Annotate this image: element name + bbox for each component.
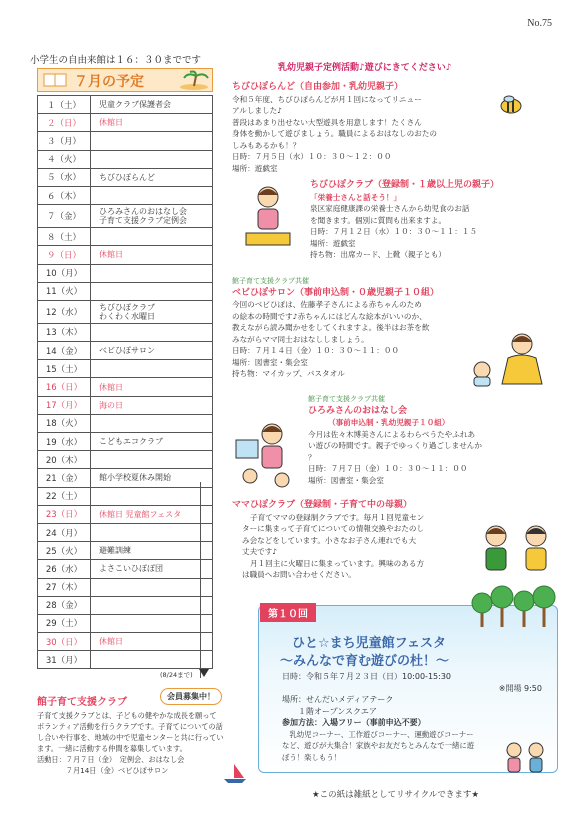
calendar-row bbox=[38, 96, 213, 114]
member-badge: 会員募集中！ bbox=[160, 688, 222, 705]
calendar-row bbox=[38, 186, 213, 204]
calendar-title: ７月の予定 bbox=[74, 74, 144, 90]
calendar-row bbox=[38, 114, 213, 132]
children-play-illustration bbox=[238, 183, 298, 249]
calendar-day: 13（木） bbox=[38, 323, 91, 341]
calendar-event bbox=[91, 228, 213, 246]
calendar-event bbox=[91, 578, 213, 596]
calendar-day: 16（日） bbox=[38, 378, 91, 396]
time-line: 日時：７月５日（水）１０：３０～１２：００ bbox=[232, 152, 392, 161]
body-line: の絵本の時間です♪赤ちゃんにはどんな絵本がいいのか、 bbox=[232, 311, 427, 321]
calendar-event bbox=[91, 614, 213, 632]
bring-line: 持ち物：出席カード、上靴（親子とも） bbox=[310, 250, 447, 259]
mothers-chatting-illustration bbox=[478, 520, 558, 580]
calendar-row bbox=[38, 168, 213, 186]
calendar-day: 17（月） bbox=[38, 396, 91, 414]
calendar-event: 休館日 bbox=[91, 114, 213, 132]
calendar-event: 休館日 bbox=[91, 378, 213, 396]
body-line: 子育てママの登録制クラブです。毎月１回児童セン bbox=[250, 512, 425, 522]
section-title: ママひぽクラブ（登録制・子育て中の母親） bbox=[232, 500, 413, 510]
section-subtitle: 「栄養士さんと話そう！」 bbox=[310, 192, 402, 202]
calendar-day: 29（土） bbox=[38, 614, 91, 632]
place-line: 場所：遊戯室 bbox=[232, 163, 278, 173]
calendar-event bbox=[91, 487, 213, 505]
festa-subtitle: ～みんなで育む遊びの杜！～ bbox=[280, 654, 450, 669]
calendar-row bbox=[38, 451, 213, 469]
body-line: を聞きます。個別に質問も出来ますよ。 bbox=[310, 215, 447, 225]
calendar-day: 30（日） bbox=[38, 633, 91, 651]
body-line: みながらママ同士おはなししましょう。 bbox=[232, 334, 369, 344]
club-description bbox=[37, 710, 237, 776]
event-line: 子育て支援クラブ定例会 bbox=[99, 216, 187, 226]
body-line: 今回のベビひぽは、佐藤孝子さんによる赤ちゃんのため bbox=[232, 300, 422, 309]
calendar-day: 28（金） bbox=[38, 596, 91, 614]
calendar-event bbox=[91, 414, 213, 432]
calendar-row bbox=[38, 342, 213, 360]
calendar-day: ７（金） bbox=[38, 205, 91, 228]
calendar-row bbox=[38, 596, 213, 614]
calendar-row bbox=[38, 396, 213, 414]
body-line: 泉区家庭健康課の栄養士さんから幼児食のお話 bbox=[310, 204, 470, 213]
calendar-day: 11（火） bbox=[38, 282, 91, 300]
club-title: 館子育て支援クラブ bbox=[37, 697, 127, 708]
section-baby-salon bbox=[232, 276, 462, 380]
body-line: しみもあるかも！？ bbox=[232, 140, 301, 150]
calendar-row bbox=[38, 378, 213, 396]
calendar-event: 休館日 bbox=[91, 633, 213, 651]
cohost-label: 館子育て支援クラブ共催 bbox=[232, 277, 309, 285]
calendar-event: 館小学校夏休み開始 bbox=[91, 469, 213, 487]
calendar-day: ５（水） bbox=[38, 168, 91, 186]
club-line: 活動日：７月７日（金） 定例会、おはなし会 bbox=[37, 755, 185, 764]
calendar-event: 避難訓練 bbox=[91, 542, 213, 560]
calendar-day: 10（月） bbox=[38, 264, 91, 282]
cohost-label: 館子育て支援クラブ共催 bbox=[308, 395, 385, 403]
calendar-event: 休館日 bbox=[91, 246, 213, 264]
flag-icon bbox=[42, 72, 68, 88]
body-line: は職員へお問い合わせください。 bbox=[242, 570, 356, 579]
body-line: 令和５年度、ちびひぽらんどが月１回になってリニュー bbox=[232, 94, 422, 104]
section-chibihipo-club bbox=[310, 180, 560, 261]
event-line: ひろみさんのおはなし会 bbox=[99, 207, 187, 217]
time-line: 日時：７月７日（金）１０：３０～１１：００ bbox=[308, 464, 468, 473]
body-line: ？ bbox=[308, 452, 316, 462]
club-line: 子育て支援クラブとは、子どもの健やかな成長を願って bbox=[37, 711, 217, 720]
calendar-row bbox=[38, 282, 213, 300]
section-banner: 乳幼児親子定例活動♪遊びにきてください♪ bbox=[278, 63, 452, 73]
calendar-event: こどもエコクラブ bbox=[91, 433, 213, 451]
calendar-day: 31（月） bbox=[38, 651, 91, 669]
calendar-event bbox=[91, 186, 213, 204]
festa-join: 参加方法：入場フリー（事前申込不要） bbox=[282, 718, 426, 727]
body-line: み会などをしています。小さなお子さん連れでも大 bbox=[242, 535, 417, 545]
body-line: アルしました♪ bbox=[232, 106, 283, 115]
club-line: し合いや行事を、地域の中で児童センターと共に行ってい bbox=[37, 733, 224, 742]
arrow-down-icon bbox=[198, 668, 210, 678]
issue-number: No.75 bbox=[527, 18, 552, 29]
calendar-row bbox=[38, 469, 213, 487]
section-title: ちびひぽらんど（自由参加・乳幼児親子） bbox=[232, 82, 404, 92]
calendar-day: 27（木） bbox=[38, 578, 91, 596]
festa-place: 場所：せんだいメディアテーク bbox=[282, 695, 394, 704]
festa-open-time: ※開場 9:50 bbox=[498, 683, 542, 693]
calendar-row bbox=[38, 132, 213, 150]
calendar-row bbox=[38, 300, 213, 323]
recycle-note: ★この紙は雑紙としてリサイクルできます★ bbox=[312, 790, 480, 800]
section-chibihipo-land bbox=[232, 82, 502, 174]
place-line: 場所：遊戯室 bbox=[310, 238, 356, 248]
calendar-day: 18（火） bbox=[38, 414, 91, 432]
calendar-event bbox=[91, 523, 213, 541]
calendar-day: 24（月） bbox=[38, 523, 91, 541]
calendar-row bbox=[38, 505, 213, 523]
calendar-event: べビひぽサロン bbox=[91, 342, 213, 360]
section-subtitle: （事前申込制・乳幼児親子１０組） bbox=[328, 418, 450, 427]
calendar-day: ８（土） bbox=[38, 228, 91, 246]
calendar-row bbox=[38, 205, 213, 228]
place-line: 場所：図書室・集会室 bbox=[308, 475, 384, 485]
calendar-day: 14（金） bbox=[38, 342, 91, 360]
festa-desc: 乳幼児コーナー、工作遊びコーナー、運動遊びコーナー bbox=[282, 729, 474, 739]
calendar-event bbox=[91, 300, 213, 323]
opening-notice: 小学生の自由来館は１６：３０までです bbox=[30, 55, 202, 66]
calendar-event bbox=[91, 132, 213, 150]
section-title: ひろみさんのおはなし会 bbox=[308, 405, 408, 416]
calendar-day: 15（土） bbox=[38, 360, 91, 378]
calendar-row bbox=[38, 578, 213, 596]
time-line: 日時：７月１２日（水）１０：３０～１１：１５ bbox=[310, 227, 478, 236]
calendar-row bbox=[38, 542, 213, 560]
calendar-row bbox=[38, 523, 213, 541]
calendar-row bbox=[38, 246, 213, 264]
body-line: ターに集まって子育てについての情報交換やおたのし bbox=[242, 524, 425, 533]
calendar-event bbox=[91, 150, 213, 168]
calendar-row bbox=[38, 651, 213, 669]
forest-illustration bbox=[470, 585, 558, 631]
calendar-day: 25（火） bbox=[38, 542, 91, 560]
calendar-day: ６（木） bbox=[38, 186, 91, 204]
body-line: 普段はあまり出せない大型遊具を用意します！たくさん bbox=[232, 117, 422, 127]
body-line: 身体を動かして遊びましょう。職員によるおはなしのおたの bbox=[232, 129, 438, 138]
calendar-event: ちびひぽらんど bbox=[91, 168, 213, 186]
calendar-day: 19（水） bbox=[38, 433, 91, 451]
calendar-event bbox=[91, 282, 213, 300]
calendar-day: １（土） bbox=[38, 96, 91, 114]
period-bar bbox=[200, 482, 211, 678]
body-line: 丈夫です♪ bbox=[242, 547, 278, 556]
calendar-day: 12（水） bbox=[38, 300, 91, 323]
calendar-event: 海の日 bbox=[91, 396, 213, 414]
calendar-day: 21（金） bbox=[38, 469, 91, 487]
club-line: ７月14日（金）ベビひぽサロン bbox=[37, 766, 169, 775]
festa-edition-tag: 第１０回 bbox=[260, 603, 316, 622]
club-line: ボランティア活動を行うクラブです。子育てについての話 bbox=[37, 722, 223, 731]
calendar-row bbox=[38, 633, 213, 651]
calendar-day: 22（土） bbox=[38, 487, 91, 505]
calendar-row bbox=[38, 560, 213, 578]
calendar-day: 23（日） bbox=[38, 505, 91, 523]
mother-baby-illustration bbox=[462, 330, 554, 388]
children-illustration bbox=[500, 740, 550, 776]
section-title: ベビひぽサロン（事前申込制・０歳児親子１０組） bbox=[232, 287, 440, 298]
body-line: 教えながら読み聞かせをしてくれますよ。後半はお茶を飲 bbox=[232, 323, 430, 332]
body-line: 月１回主に火曜日に集まっています。興味のある方 bbox=[250, 558, 425, 568]
section-storytime bbox=[308, 394, 558, 486]
sailboat-icon bbox=[222, 762, 248, 784]
festa-desc: など、遊びが大集合！家族やお友だちとみんなで一緒に遊 bbox=[282, 741, 475, 750]
calendar-event bbox=[91, 651, 213, 669]
bring-line: 持ち物：マイカップ、バスタオル bbox=[232, 369, 345, 378]
period-note: (8/24まで) bbox=[160, 671, 193, 679]
festa-place-floor: １階オープンスクエア bbox=[282, 706, 377, 716]
festa-desc: ぼう！楽しもう！ bbox=[282, 752, 342, 762]
festa-title: ひと☆まち児童館フェスタ bbox=[292, 636, 447, 651]
place-line: 場所：図書室・集会室 bbox=[232, 357, 308, 367]
calendar-row bbox=[38, 433, 213, 451]
calendar-event bbox=[91, 323, 213, 341]
club-line: ます。一緒に活動する仲間を募集しています。 bbox=[37, 744, 187, 753]
calendar-day: ２（日） bbox=[38, 114, 91, 132]
event-line: ちびひぽクラブ bbox=[99, 302, 155, 312]
calendar-table bbox=[37, 95, 213, 669]
calendar-event: 児童クラブ保護者会 bbox=[91, 96, 213, 114]
calendar-day: ９（日） bbox=[38, 246, 91, 264]
calendar-event bbox=[91, 205, 213, 228]
calendar-row bbox=[38, 487, 213, 505]
calendar-row bbox=[38, 414, 213, 432]
storytelling-illustration bbox=[232, 420, 304, 492]
body-line: 今月は佐々木博美さんによるわらべうたやふれあ bbox=[308, 429, 476, 439]
time-line: 日時：７月１４日（金）１０：３０～１１：００ bbox=[232, 346, 400, 355]
calendar-row bbox=[38, 228, 213, 246]
calendar-event: 休館日 児童館フェスタ bbox=[91, 505, 213, 523]
calendar-event bbox=[91, 360, 213, 378]
calendar-row bbox=[38, 614, 213, 632]
calendar-event bbox=[91, 451, 213, 469]
event-line: わくわく水曜日 bbox=[99, 311, 155, 321]
calendar-row bbox=[38, 150, 213, 168]
section-title: ちびひぽクラブ（登録制・１歳以上児の親子） bbox=[310, 180, 500, 190]
calendar-day: ３（月） bbox=[38, 132, 91, 150]
festa-date: 日時：令和５年７月２３日（日）10:00-15:30 bbox=[282, 672, 451, 681]
calendar-event: よさこいひぽぽ団 bbox=[91, 560, 213, 578]
palm-island-icon bbox=[178, 70, 210, 90]
calendar-row bbox=[38, 360, 213, 378]
calendar-event bbox=[91, 264, 213, 282]
calendar-row bbox=[38, 264, 213, 282]
calendar-day: 20（木） bbox=[38, 451, 91, 469]
calendar-day: ４（火） bbox=[38, 150, 91, 168]
calendar-header bbox=[37, 68, 213, 92]
calendar-row bbox=[38, 323, 213, 341]
body-line: い遊びの時間です。親子でゆっくり過ごしませんか bbox=[308, 441, 482, 450]
calendar-event bbox=[91, 596, 213, 614]
calendar-day: 26（水） bbox=[38, 560, 91, 578]
